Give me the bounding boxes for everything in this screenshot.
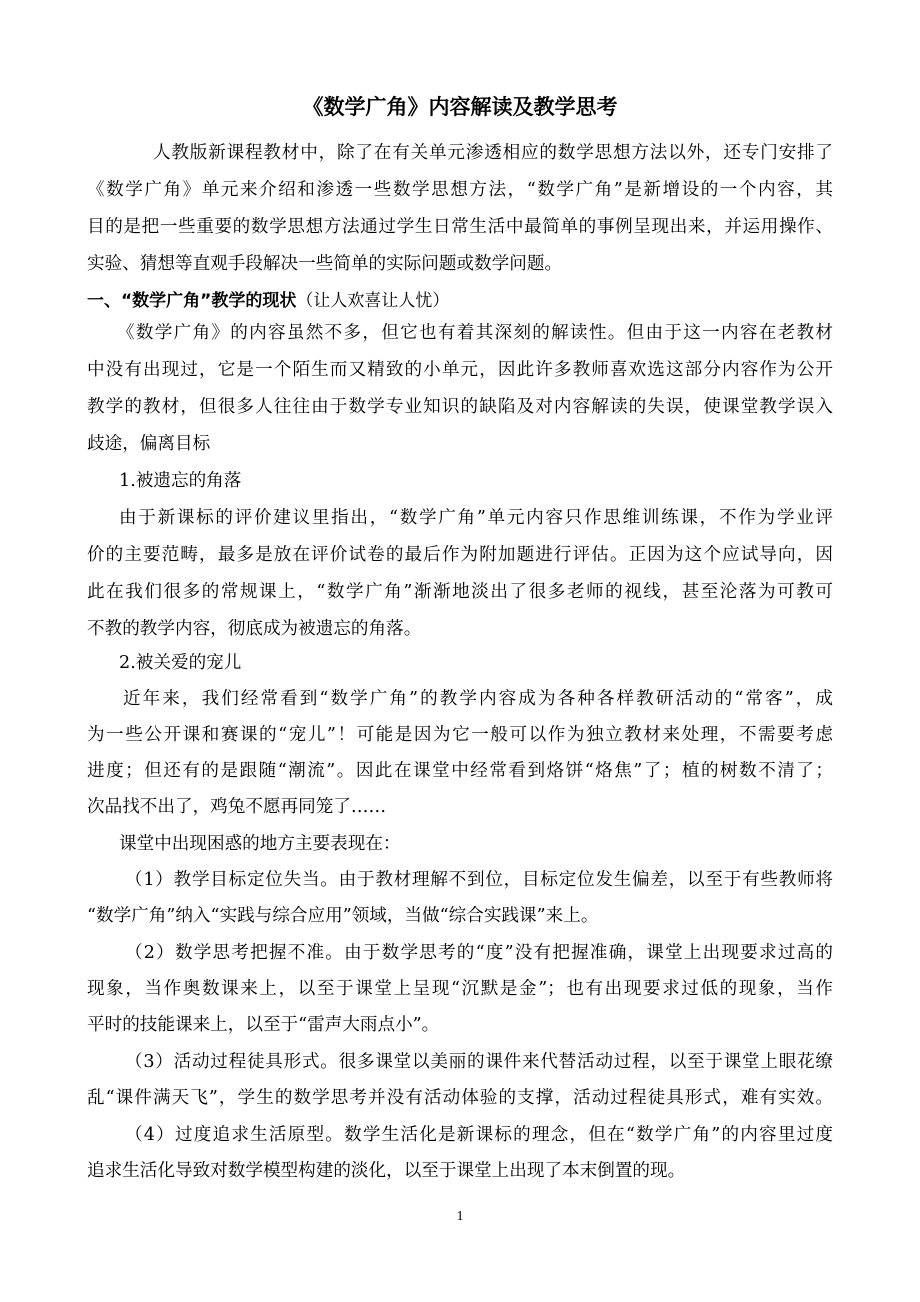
problems-intro: 课堂中出现困惑的地方主要表现在：: [119, 834, 401, 854]
document-title: 《数学广角》内容解读及教学思考: [302, 95, 618, 119]
intro-line: 《数学广角》单元来介绍和渗透一些数学思想方法，“数学广角”是新增设的一个内容，其: [87, 180, 833, 200]
intro-line: 人教版新课程教材中，除了在有关单元渗透相应的数学思想方法以外，还专门安排了: [153, 143, 833, 163]
page-number: 1: [456, 1209, 464, 1224]
section-heading-text: 一、“数学广角”教学的现状: [87, 291, 297, 311]
subsection2-line: 为一些公开课和赛课的“宠儿”！可能是因为它一般可以作为独立教材来处理，不需要考虑: [87, 725, 833, 745]
subsection1-line: 由于新课标的评价建议里指出，“数学广角”单元内容只作思维训练课，不作为学业评: [119, 508, 833, 528]
subsection1-line: 价的主要范畴，最多是放在评价试卷的最后作为附加题进行评估。正因为这个应试导向，因: [87, 545, 833, 565]
subsection2-line: 近年来，我们经常看到“数学广角”的教学内容成为各种各样教研活动的“常客”，成: [123, 689, 833, 709]
problem-line: （2）数学思考把握不准。由于数学思考的“度”没有把握准确，课堂上出现要求过高的: [125, 943, 833, 963]
problem-line: （3）活动过程徒具形式。很多课堂以美丽的课件来代替活动过程，以至于课堂上眼花缭: [125, 1052, 833, 1072]
section1-line: 教学的教材，但很多人往往由于数学专业知识的缺陷及对内容解读的失误，使课堂教学误入: [87, 397, 833, 417]
problem-line: 现象，当作奥数课来上，以至于课堂上呈现“沉默是金”；也有出现要求过低的现象，当作: [87, 979, 833, 999]
intro-line: 实验、猜想等直观手段解决一些简单的实际问题或数学问题。: [87, 254, 563, 274]
subsection-heading: 2.被关爱的宠儿: [119, 653, 242, 673]
section-heading: [87, 288, 833, 314]
section1-line: 中没有出现过，它是一个陌生而又精致的小单元，因此许多教师喜欢选这部分内容作为公开: [87, 360, 833, 380]
intro-line: 目的是把一些重要的数学思想方法通过学生日常生活中最简单的事例呈现出来，并运用操作、: [87, 217, 833, 237]
subsection1-line: 此在我们很多的常规课上，“数学广角”渐渐地淡出了很多老师的视线，甚至沦落为可教可: [87, 582, 833, 602]
problem-line: “数学广角”纳入“实践与综合应用”领域，当做“综合实践课”来上。: [87, 906, 599, 926]
section1-line: 《数学广角》的内容虽然不多，但它也有着其深刻的解读性。但由于这一内容在老教材: [117, 323, 833, 343]
problem-line: 追求生活化导致对数学模型构建的淡化，以至于课堂上出现了本末倒置的现。: [87, 1161, 686, 1181]
subsection2-line: 次品找不出了，鸡兔不愿再同笼了……: [87, 797, 387, 817]
problem-line: （4）过度追求生活原型。数学生活化是新课标的理念，但在“数学广角”的内容里过度: [125, 1125, 833, 1145]
problem-line: 平时的技能课来上，以至于“雷声大雨点小”。: [87, 1015, 440, 1035]
subsection2-line: 进度；但还有的是跟随“潮流”。因此在课堂中经常看到烙饼“烙焦”了；植的树数不清了；: [87, 761, 833, 781]
section-heading-note: （让人欢喜让人忧）: [296, 291, 450, 311]
subsection1-line: 不教的教学内容，彻底成为被遗忘的角落。: [87, 619, 422, 639]
problem-line: （1）教学目标定位失当。由于教材理解不到位，目标定位发生偏差，以至于有些教师将: [125, 870, 833, 890]
problem-line: 乱“课件满天飞”，学生的数学思考并没有活动体验的支撑，活动过程徒具形式，难有实效。: [87, 1088, 833, 1108]
subsection-heading: 1.被遗忘的角落: [119, 471, 242, 491]
section1-line: 歧途，偏离目标: [87, 434, 211, 454]
